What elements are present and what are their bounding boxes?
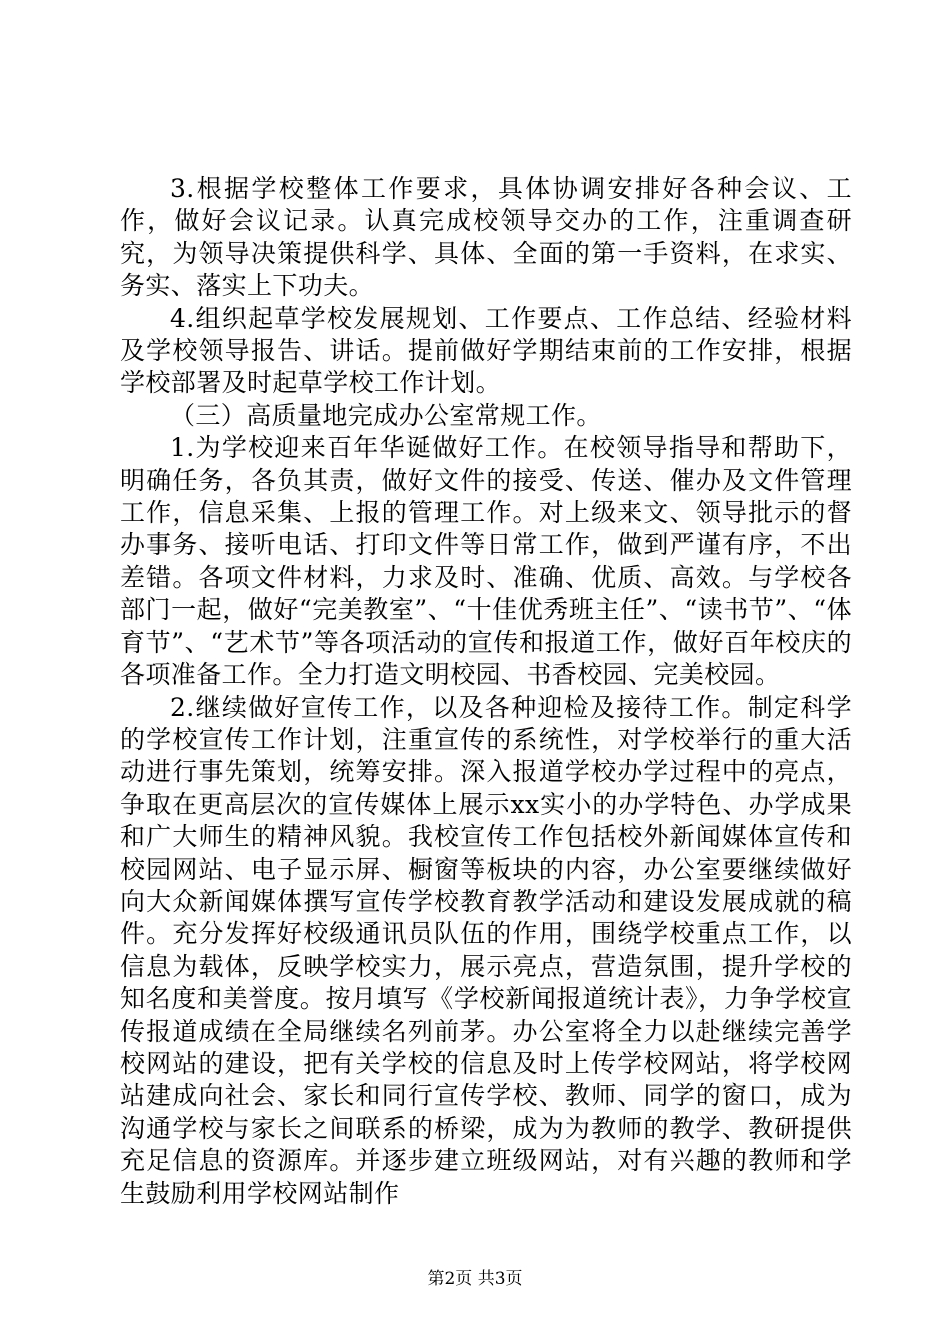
paragraph-item-3: 3.根据学校整体工作要求，具体协调安排好各种会议、工作，做好会议记录。认真完成校领导交办的工作，注重调查研究，为领导决策提供科学、具体、全面的第一手资料，在求实、务实、落实上下功夫。 xyxy=(120,174,852,301)
paragraph-item-1: 1.为学校迎来百年华诞做好工作。在校领导指导和帮助下，明确任务，各负其责，做好文件的接受、传送、催办及文件管理工作，信息采集、上报的管理工作。对上级来文、领导批示的督办事务、接听电话、打印文件等日常工作，做到严谨有序，不出差错。各项文件材料，力求及时、准确、优质、高效。与学校各部门一起，做好“完美教室”、“十佳优秀班主任”、“读书节”、“体育节”、“艺术节”等各项活动的宣传和报道工作，做好百年校庆的各项准备工作。全力打造文明校园、书香校园、完美校园。 xyxy=(120,433,852,690)
section-heading: （三）高质量地完成办公室常规工作。 xyxy=(170,400,602,430)
paragraph-item-4: 4.组织起草学校发展规划、工作要点、工作总结、经验材料及学校领导报告、讲话。提前做好学期结束前的工作安排，根据学校部署及时起草学校工作计划。 xyxy=(120,303,852,398)
paragraph-item-2: 2.继续做好宣传工作，以及各种迎检及接待工作。制定科学的学校宣传工作计划，注重宣传的系统性，对学校举行的重大活动进行事先策划，统筹安排。深入报道学校办学过程中的亮点，争取在更高层次的宣传媒体上展示xx实小的办学特色、办学成果和广大师生的精神风貌。我校宣传工作包括校外新闻媒体宣传和校园网站、电子显示屏、橱窗等板块的内容，办公室要继续做好向大众新闻媒体撰写宣传学校教育教学活动和建设发展成就的稿件。充分发挥好校级通讯员队伍的作用，围绕学校重点工作，以信息为载体，反映学校实力，展示亮点，营造氛围，提升学校的知名度和美誉度。按月填写《学校新闻报道统计表》，力争学校宣传报道成绩在全局继续名列前茅。办公室将全力以赴继续完善学校网站的建设，把有关学校的信息及时上传学校网站，将学校网站建成向社会、家长和同行宣传学校、教师、同学的窗口，成为沟通学校与家长之间联系的桥梁，成为为教师的教学、教研提供充足信息的资源库。并逐步建立班级网站，对有兴趣的教师和学生鼓励利用学校网站制作 xyxy=(120,692,852,1208)
document-body xyxy=(120,173,852,1210)
page-footer: 第2页 共3页 xyxy=(427,1269,523,1289)
